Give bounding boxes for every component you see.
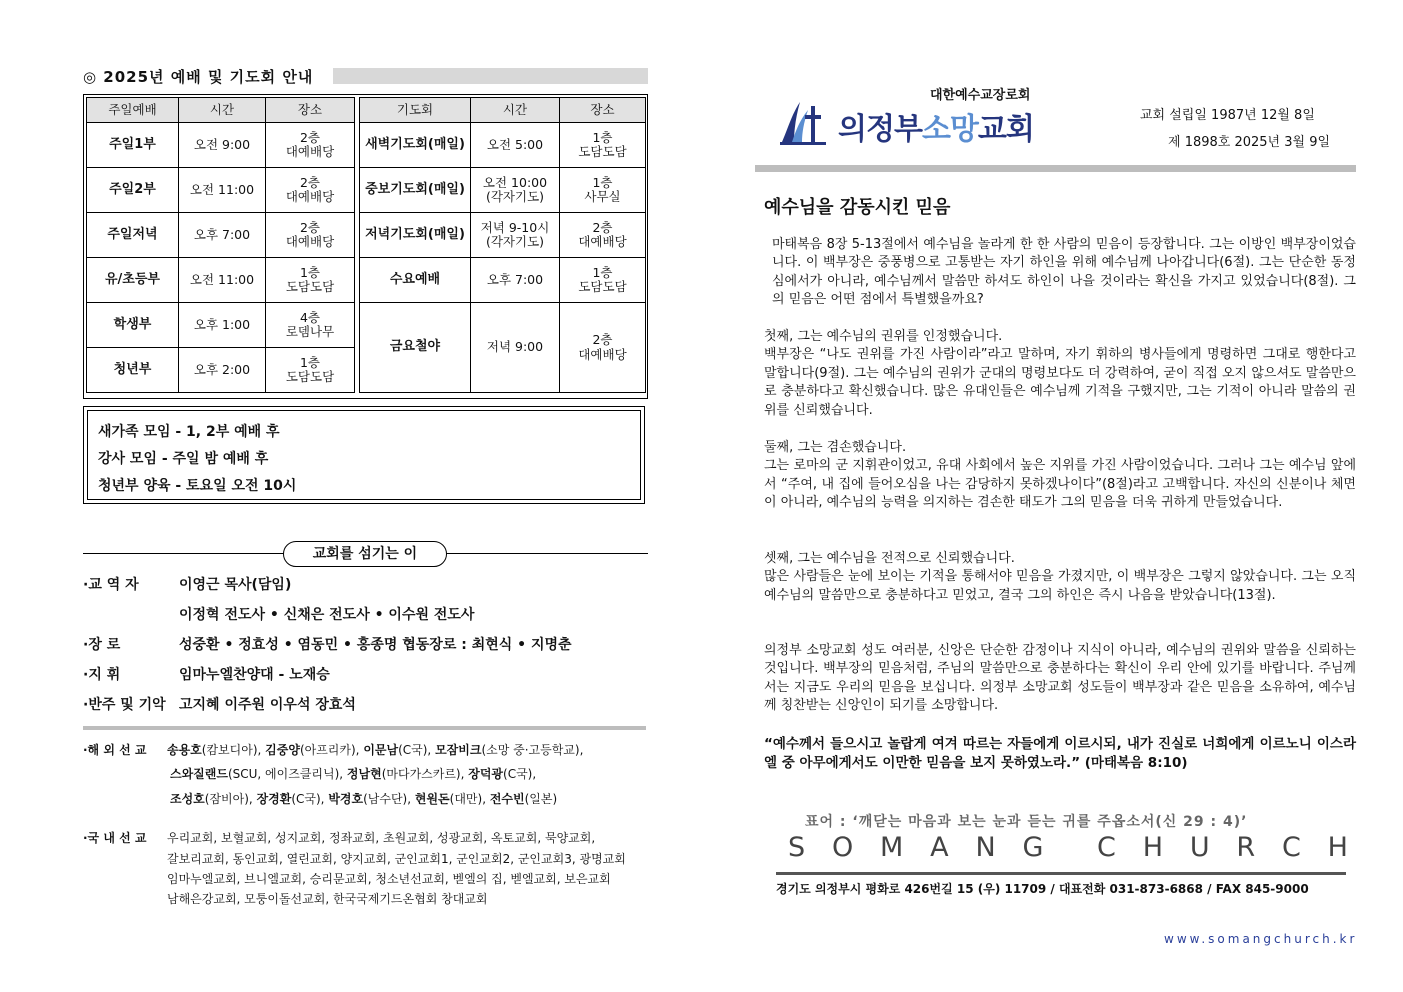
mission-location: (소망 중·고등학교), (481, 743, 584, 757)
missionary-name: 장경환 (256, 792, 292, 806)
table-row (360, 168, 646, 213)
mission-location: (남수단), (363, 792, 415, 806)
domestic-line: 임마누엘교회, 브니엘교회, 승리문교회, 청소년선교회, 벧엘의 집, 벧엘교회, 보은교회 (167, 872, 611, 886)
time-header: 시간 (179, 98, 266, 123)
paragraph-heading: 둘째, 그는 겸손했습니다. (764, 440, 907, 455)
paragraph-heading: 첫째, 그는 예수님의 권위를 인정했습니다. (764, 329, 1003, 344)
wordmark-letter: U (1189, 832, 1210, 863)
wordmark-letter: C (1281, 832, 1301, 863)
wordmark-letter: G (1022, 832, 1044, 863)
table-row (360, 303, 646, 393)
overseas-line (167, 741, 583, 758)
sermon-title: 예수님을 감동시킨 믿음 (764, 197, 951, 218)
wordmark-letter: H (1142, 832, 1163, 863)
header-rule (755, 165, 1356, 172)
prayer-header: 기도회 (360, 98, 471, 123)
mission-location: (SCU, 에이즈클리닉), (227, 767, 347, 781)
worship-place-cell: 1층 도담도담 (266, 348, 355, 393)
footer-rule (776, 872, 1346, 875)
title-bar (333, 68, 648, 84)
worship-time-cell: 오후 2:00 (179, 348, 266, 393)
overseas-label: ·해 외 선 교 (83, 743, 147, 757)
somang-church-wordmark (788, 832, 1348, 863)
missionary-name: 모잠비크 (435, 743, 482, 757)
missionary-name: 박경호 (328, 792, 364, 806)
sermon-paragraph-intro (764, 236, 1356, 310)
table-row (87, 123, 355, 168)
worship-time-cell: 오전 11:00 (179, 168, 266, 213)
elders: 성중환 • 정효성 • 염동민 • 홍종명 협동장로 : 최현식 • 지명춘 (179, 637, 572, 653)
prayer-name-cell: 중보기도회(매일) (360, 168, 471, 213)
missionary-name: 이문남 (363, 743, 399, 757)
wordmark-letter: A (930, 832, 949, 863)
domestic-line: 남해은강교회, 모퉁이돌선교회, 한국국제기드온협회 창대교회 (167, 892, 488, 906)
ministers-row (83, 574, 291, 594)
prayer-time-cell: 저녁 9:00 (471, 303, 560, 393)
worship-name-cell: 청년부 (87, 348, 179, 393)
paragraph-text: 많은 사람들은 눈에 보이는 기적을 통해서야 믿음을 가졌지만, 이 백부장은 그렇지 않았습니다. 그는 오직 예수님의 말씀만으로 충분하다고 믿었고, 결국 그의 하인은 즉시 나음을 받았습니다(13절). (764, 569, 1356, 603)
paragraph-heading: 셋째, 그는 예수님을 전적으로 신뢰했습니다. (764, 551, 1015, 566)
mission-location: (마다가스카르), (381, 767, 469, 781)
website-link[interactable]: www.somangchurch.kr (1164, 932, 1358, 946)
wordmark-letter: M (880, 832, 904, 863)
worship-time-cell: 오전 9:00 (179, 123, 266, 168)
wordmark-letter: S (788, 832, 806, 863)
mission-location: (C국), (503, 767, 537, 781)
domestic-line: 우리교회, 보혈교회, 성지교회, 정좌교회, 초원교회, 성광교회, 옥토교회, 묵양교회, (167, 831, 596, 845)
place-header: 장소 (266, 98, 355, 123)
wordmark-letter: R (1236, 832, 1256, 863)
notice-box (83, 406, 645, 504)
conductor-label: ·지 휘 (83, 667, 121, 683)
wordmark-letter: H (1327, 832, 1348, 863)
prayer-name-cell: 금요철야 (360, 303, 471, 393)
worship-name-cell: 학생부 (87, 303, 179, 348)
worship-place-cell: 1층 도담도담 (266, 258, 355, 303)
prayer-place-cell: 2층 대예배당 (560, 213, 646, 258)
table-row (87, 258, 355, 303)
notice-youth: 청년부 양육 - 토요일 오전 10시 (98, 478, 297, 494)
mission-location: (아프리카), (299, 743, 364, 757)
prayer-place-cell: 1층 사무실 (560, 168, 646, 213)
ministers-1: 이영근 목사(담임) (179, 577, 292, 593)
worship-name-cell: 주일1부 (87, 123, 179, 168)
domestic-label: ·국 내 선 교 (83, 831, 147, 845)
notice-inner-box (87, 410, 641, 500)
missionary-name: 장덕광 (468, 767, 504, 781)
church-name-logo (838, 104, 1034, 148)
worship-time-cell: 오후 1:00 (179, 303, 266, 348)
conductor: 임마누엘찬양대 - 노재승 (179, 667, 330, 683)
worship-header: 주일예배 (87, 98, 179, 123)
missionary-name: 정남현 (346, 767, 382, 781)
sermon-paragraph-third (764, 550, 1356, 605)
prayer-time-cell: 오전 10:00 (각자기도) (471, 168, 560, 213)
worship-place-cell: 2층 대예배당 (266, 213, 355, 258)
scripture-verse: “예수께서 들으시고 놀랍게 여겨 따르는 자들에게 이르시되, 내가 진실로 너희에게 이르노니 이스라엘 중 아무에게서도 이만한 믿음을 보지 못하였노라.” (마태복음 8:10) (764, 736, 1356, 771)
church-motto: 표어 : ‘깨닫는 마음과 보는 눈과 듣는 귀를 주옵소서(신 29 : 4)’ (805, 814, 1248, 830)
prayer-place-cell: 2층 대예배당 (560, 303, 646, 393)
prayer-name-cell: 새벽기도회(매일) (360, 123, 471, 168)
table-row (360, 213, 646, 258)
sermon-paragraph-first (764, 328, 1356, 420)
table-row (360, 258, 646, 303)
table-row (87, 168, 355, 213)
missions-divider (83, 726, 646, 730)
mission-location: (잠비아), (204, 792, 257, 806)
prayer-table (359, 97, 646, 393)
paragraph-text: 마태복음 8장 5-13절에서 예수님을 놀라게 한 한 사람의 믿음이 등장합니다. 그는 이방인 백부장이었습니다. 이 백부장은 중풍병으로 고통받는 자기 하인을 위해 예수님께 나아갑니다(6절). 그는 단순한 동정심에서가 아니라, 예수님께서 말씀만 하셔도 하인이 나을 것이라는 확신을 가지고 있었습니다(8절). 그의 믿음은 어떤 점에서 특별했을까요? (772, 237, 1356, 308)
prayer-time-cell: 오전 5:00 (471, 123, 560, 168)
worship-body (87, 123, 355, 393)
mission-location: (일본) (524, 792, 558, 806)
worship-name-cell: 유/초등부 (87, 258, 179, 303)
accompanist-label: ·반주 및 기악 (83, 697, 166, 713)
elders-row (83, 634, 572, 654)
missionary-name: 전수빈 (489, 792, 525, 806)
issue-info: 제 1898호 2025년 3월 9일 (1168, 135, 1331, 150)
worship-place-cell: 2층 대예배당 (266, 123, 355, 168)
founded-date: 교회 설립일 1987년 12월 8일 (1140, 108, 1315, 123)
denomination: 대한예수교장로회 (930, 88, 1031, 103)
servers-title: 교회를 섬기는 이 (283, 541, 447, 567)
ministers-2: 이정혁 전도사 • 신채은 전도사 • 이수원 전도사 (179, 607, 475, 623)
worship-place-cell: 2층 대예배당 (266, 168, 355, 213)
church-name-part: 의정부 (838, 112, 922, 147)
missionary-name: 송용호 (167, 743, 202, 757)
schedule-title: ◎ 2025년 예배 및 기도회 안내 (83, 66, 321, 87)
schedule-section-title (83, 66, 648, 86)
accompanist-row (83, 694, 356, 714)
worship-time-cell: 오후 7:00 (179, 213, 266, 258)
sermon-paragraph-second (764, 439, 1356, 513)
church-name-part: 교회 (977, 112, 1034, 147)
prayer-time-cell: 저녁 9-10시 (각자기도) (471, 213, 560, 258)
missionary-name: 김중양 (265, 743, 300, 757)
mission-location: (캄보디아), (201, 743, 266, 757)
wordmark-letter: O (831, 832, 854, 863)
church-logo-icon (780, 100, 828, 146)
mission-location: (C국), (398, 743, 436, 757)
prayer-place-cell: 1층 도담도담 (560, 123, 646, 168)
worship-time-cell: 오전 11:00 (179, 258, 266, 303)
ministers-label: ·교 역 자 (83, 577, 139, 593)
prayer-time-header: 시간 (471, 98, 560, 123)
wordmark-letter: N (975, 832, 996, 863)
wordmark-letter: C (1097, 832, 1116, 863)
accompanist: 고지혜 이주원 이우석 장효석 (179, 697, 356, 713)
table-row (360, 123, 646, 168)
paragraph-text: 백부장은 “나도 권위를 가진 사람이라”라고 말하며, 자기 휘하의 병사들에게 명령하면 그대로 행한다고 말합니다(9절). 그는 예수님의 권위가 군대의 명령보다도 더 강력하여, 굳이 직접 오지 않으셔도 말씀만으로 충분하다고 확신했습니다. 많은 유대인들은 예수님께 기적을 구했지만, 그는 기적이 아니라 말씀의 권위를 신뢰했습니다. (764, 347, 1356, 418)
notice-teachers: 강사 모임 - 주일 밤 예배 후 (98, 451, 269, 467)
mission-location: (대만), (449, 792, 490, 806)
overseas-line (170, 790, 557, 807)
elders-label: ·장 로 (83, 637, 121, 653)
mission-location: (C국), (291, 792, 329, 806)
table-row (87, 213, 355, 258)
prayer-name-cell: 수요예배 (360, 258, 471, 303)
prayer-body (360, 123, 646, 393)
paragraph-text: 그는 로마의 군 지휘관이었고, 유대 사회에서 높은 지위를 가진 사람이었습니다. 그러나 그는 예수님 앞에서 “주여, 내 집에 들어오심을 나는 감당하지 못하겠나이다”(8절)라고 고백합니다. 자신의 신분이나 체면이 아니라, 예수님의 능력을 의지하는 겸손한 태도가 그의 믿음을 더욱 귀하게 만들었습니다. (764, 458, 1356, 511)
worship-place-cell: 4층 로뎀나무 (266, 303, 355, 348)
prayer-name-cell: 저녁기도회(매일) (360, 213, 471, 258)
prayer-time-cell: 오후 7:00 (471, 258, 560, 303)
missionary-name: 조성호 (170, 792, 205, 806)
paragraph-text: 의정부 소망교회 성도 여러분, 신앙은 단순한 감정이나 지식이 아니라, 예수님의 권위와 말씀을 신뢰하는 것입니다. 백부장의 믿음처럼, 주님의 말씀만으로 충분하다는 확신이 우리 안에 있기를 바랍니다. 주님께서는 지금도 우리의 믿음을 보십니다. 의정부 소망교회 성도들이 백부장과 같은 믿음을 소유하여, 예수님께 칭찬받는 신앙인이 되기를 소망합니다. (764, 643, 1356, 714)
worship-name-cell: 주일2부 (87, 168, 179, 213)
prayer-place-header: 장소 (560, 98, 646, 123)
overseas-line (170, 765, 536, 782)
worship-table (86, 97, 355, 393)
church-address: 경기도 의정부시 평화로 426번길 15 (우) 11709 / 대표전화 031-873-6868 / FAX 845-9000 (776, 882, 1309, 896)
sermon-paragraph-closing (764, 642, 1356, 716)
notice-new-family: 새가족 모임 - 1, 2부 예배 후 (98, 424, 280, 440)
church-name-accent: 소망 (921, 112, 978, 147)
missionary-name: 스와질랜드 (170, 767, 228, 781)
prayer-place-cell: 1층 도담도담 (560, 258, 646, 303)
schedule-table-frame (83, 94, 648, 399)
table-row (87, 303, 355, 348)
conductor-row (83, 664, 330, 684)
table-row (87, 348, 355, 393)
worship-name-cell: 주일저녁 (87, 213, 179, 258)
domestic-line: 갈보리교회, 동인교회, 열린교회, 양지교회, 군인교회1, 군인교회2, 군인교회3, 광명교회 (167, 852, 626, 866)
missionary-name: 현원돈 (414, 792, 450, 806)
